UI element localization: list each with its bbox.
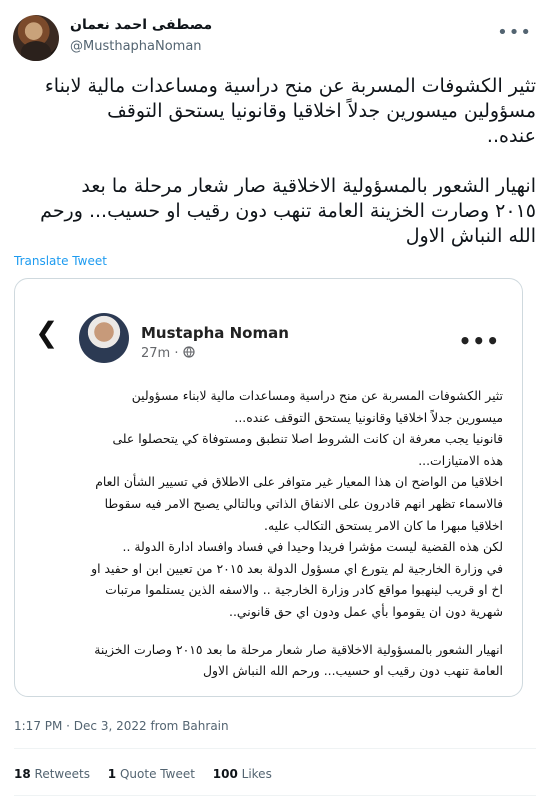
embedded-image-card[interactable] (14, 278, 523, 697)
quotes-count: 1 (107, 767, 117, 781)
post-more-icon: ••• (458, 329, 500, 353)
post-body-text: تثير الكشوفات المسربة عن منح دراسية ومساعدات مالية لابناء مسؤولين ميسورين جدلاً اخلاقيا وقانونيا يستحق التوقف عنده... قانونيا يجب معرفة ان كانت الشروط اصلا تنطبق ومستوفاة كي يتحصلوا على هذه الامتيازات... اخلاقيا من الواضح ان هذا المعيار غير متوافر على الاطلاق في تسيير الشأن العام فالاسماء تظهر انهم قادرون على الانفاق الذاتي وبالتالي يصبح الامر فيه سقوطا اخلاقيا مبهرا ما كان الامر يستحق التكالب عليه. لكن هذه القضية ليست مؤشرا فريدا وحيدا في فساد وافساد ادارة الدولة .. في وزارة الخارجية لم يتورع اي مسؤول الدولة بعد ٢٠١٥ من تعيين ابن او حفيد او اخ او قريب لينهبوا مواقع كادر وزارة الخارجية .. والاسفه الذين يستلموا مرتبات شهرية دون ان يقوموا بأي عمل ودون اي حق قانوني.. (91, 388, 503, 619)
post-body (37, 385, 503, 682)
retweets-label: Retweets (34, 767, 90, 781)
author-name[interactable]: مصطفى احمد نعمان (70, 17, 213, 33)
divider (14, 748, 536, 749)
translate-tweet-link[interactable]: Translate Tweet (14, 254, 107, 268)
author-handle[interactable]: @MusthaphaNoman (70, 39, 202, 54)
divider (14, 795, 536, 796)
tweet-stats (14, 767, 286, 781)
back-arrow-icon: ❮ (35, 316, 59, 349)
post-body-closing: انهيار الشعور بالمسؤولية الاخلاقية صار شعار مرحلة ما بعد ٢٠١٥ وصارت الخزينة العامة تنهب دون رقيب او حسيب... ورحم الله النباش الاول (94, 641, 503, 679)
more-options-icon[interactable]: ••• (497, 22, 532, 43)
tweet-timestamp[interactable]: 1:17 PM · Dec 3, 2022 from Bahrain (14, 719, 229, 733)
post-author-name: Mustapha Noman (141, 324, 289, 342)
avatar[interactable] (13, 15, 59, 61)
likes-stat[interactable] (213, 767, 272, 781)
retweets-stat[interactable] (14, 767, 90, 781)
post-avatar (79, 313, 129, 363)
tweet-header (0, 0, 550, 72)
retweets-count: 18 (14, 767, 31, 781)
quote-tweets-stat[interactable] (108, 767, 195, 781)
quotes-label: Quote Tweet (119, 767, 195, 781)
likes-label: Likes (241, 767, 272, 781)
globe-icon (183, 346, 195, 358)
likes-count: 100 (212, 767, 238, 781)
post-time (141, 346, 195, 361)
tweet-text: تثير الكشوفات المسربة عن منح دراسية ومساعدات مالية لابناء مسؤولين ميسورين جدلاً اخلاقيا وقانونيا يستحق التوقف عنده.. انهيار الشعور بالمسؤولية الاخلاقية صار شعار مرحلة ما بعد ٢٠١٥ وصارت الخزينة العامة تنهب دون رقيب او حسيب... ورحم الله النباش الاول (40, 75, 536, 247)
post-time-text: 27m · (141, 346, 183, 361)
